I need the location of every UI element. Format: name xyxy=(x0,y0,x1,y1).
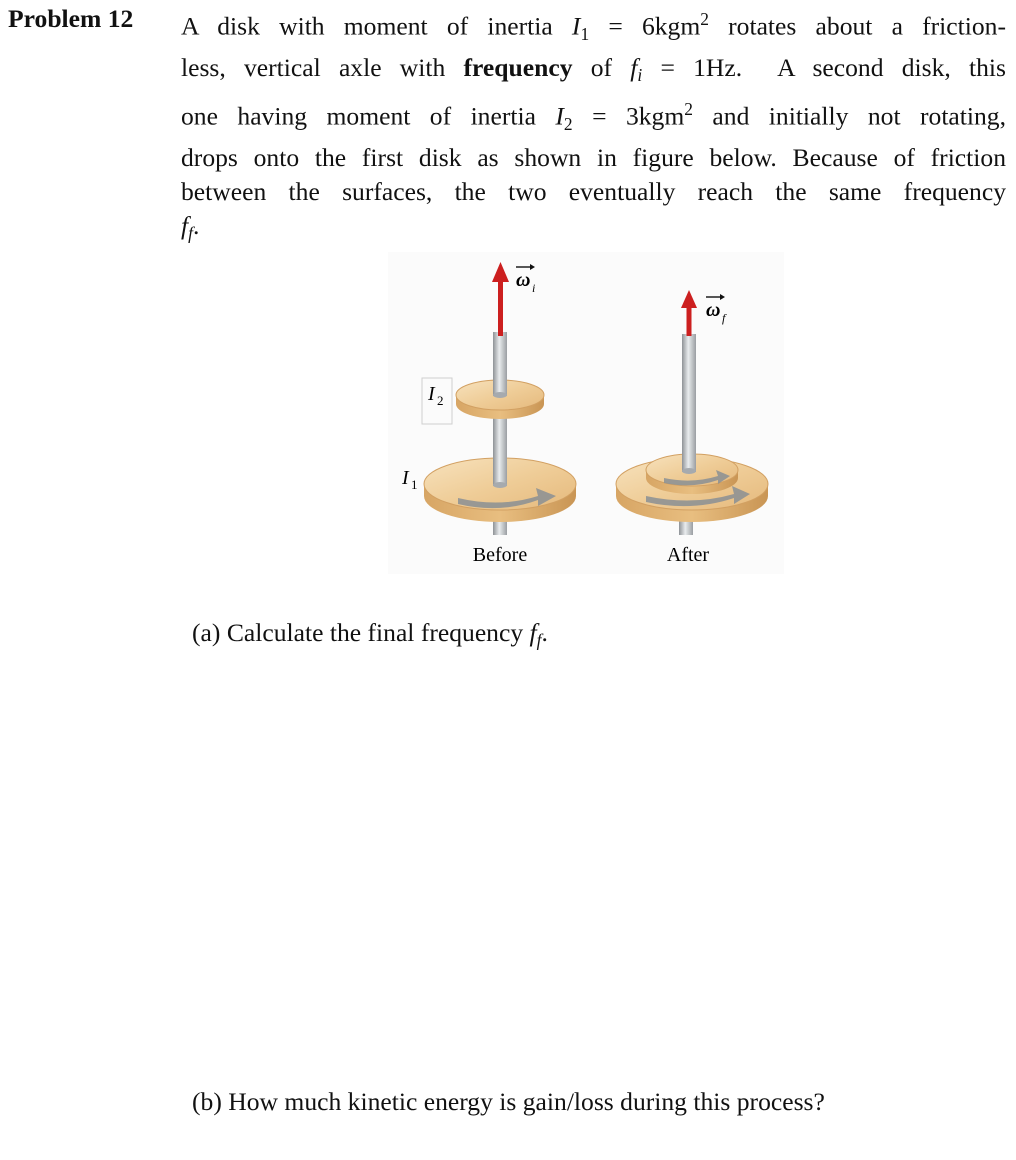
question-a: (a) Calculate the final frequency $f_f$. xyxy=(192,618,548,651)
question-b-text: How much kinetic energy is gain/loss during this process? xyxy=(228,1087,825,1116)
omega-i-sub: i xyxy=(532,281,536,295)
label-i2: I xyxy=(428,383,435,405)
caption-before: Before xyxy=(472,544,528,566)
frequency-bold: frequency xyxy=(463,52,573,82)
caption-after: After xyxy=(666,544,710,566)
problem-line-5: between the surfaces, the two eventually reach the same frequency xyxy=(181,176,1006,206)
label-i1-sub: 1 xyxy=(411,477,418,492)
question-b-prefix: (b) xyxy=(192,1087,222,1116)
figure-background xyxy=(388,252,784,574)
question-a-text: Calculate the final frequency xyxy=(226,618,524,647)
problem-line-1: A disk with moment of inertia $I_1 = 6kgm^2$ rotates about a friction- xyxy=(181,9,1006,44)
problem-line-3: one having moment of inertia $I_2 = 3kgm^2$ and initially not rotating, xyxy=(181,99,1007,134)
disk-figure xyxy=(388,252,784,574)
problem-line-6: $f_f$. xyxy=(181,210,200,243)
question-b xyxy=(192,1087,825,1117)
after-axle-top xyxy=(682,334,696,472)
omega-f-symbol: ω xyxy=(706,299,721,321)
label-i2-sub: 2 xyxy=(437,393,444,408)
problem-statement xyxy=(8,2,1006,250)
problem-line-2: less, vertical axle with frequency of $f_i = 1Hz$. A second disk, this xyxy=(181,52,1006,85)
omega-f-sub: f xyxy=(722,311,726,325)
before-axle-top xyxy=(493,332,507,396)
problem-line-4: drops onto the first disk as shown in figure below. Because of friction xyxy=(181,142,1006,172)
disk-diagram xyxy=(388,252,784,574)
problem-text xyxy=(181,2,1006,250)
omega-i-symbol: ω xyxy=(516,269,531,291)
problem-label: Problem 12 xyxy=(8,4,134,33)
label-i1: I xyxy=(402,467,409,489)
question-a-prefix: (a) xyxy=(192,618,221,647)
